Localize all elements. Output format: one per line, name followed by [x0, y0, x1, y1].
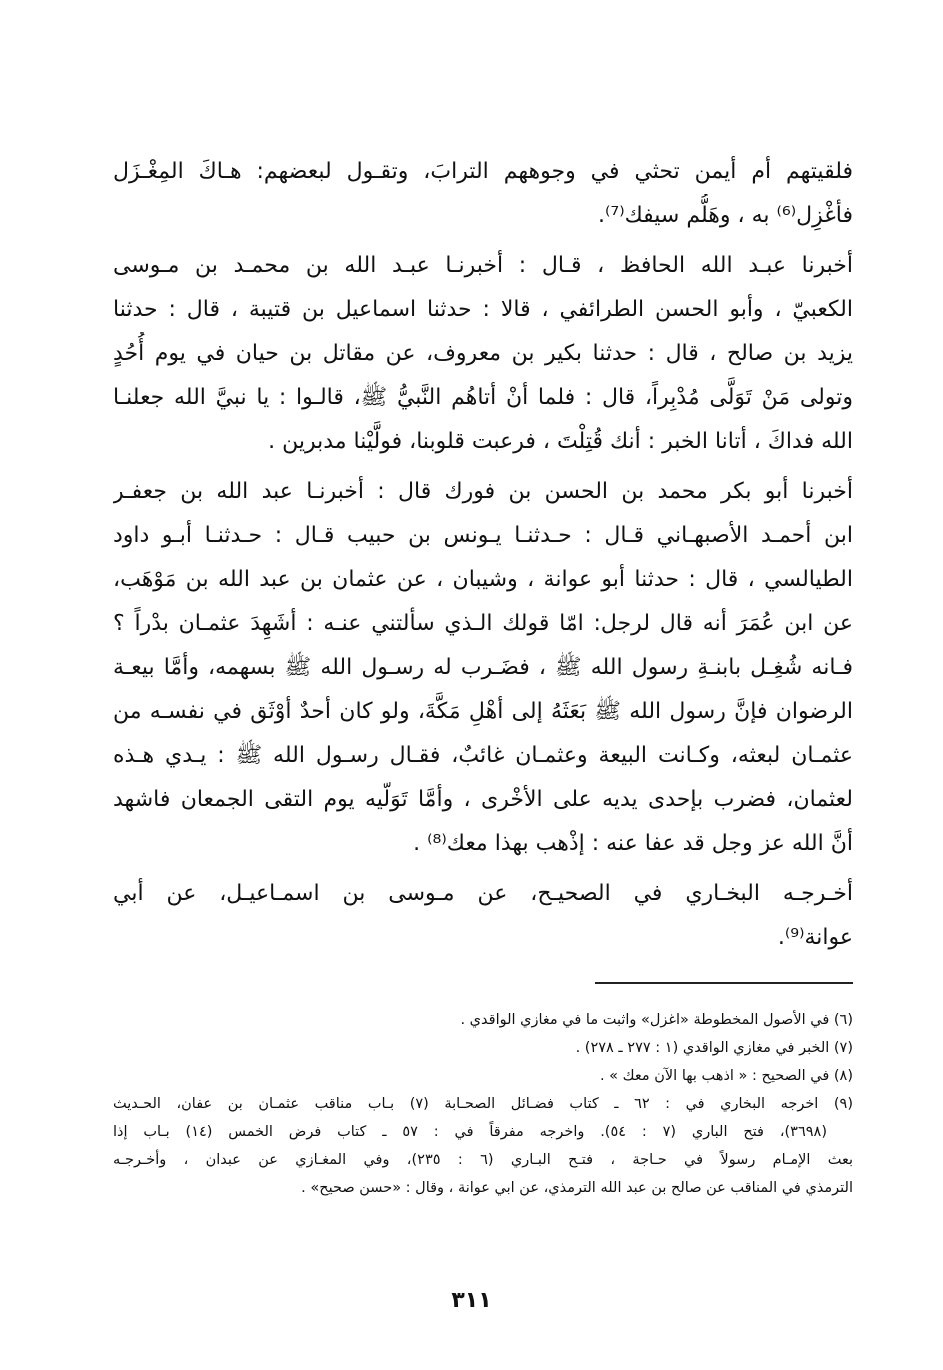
- footnotes: [113, 1006, 853, 1202]
- text-line: فأغْزِل⁽⁶⁾ به ، وهَلُّم سيفك⁽⁷⁾.: [597, 203, 853, 228]
- footnote-line: (٨) في الصحيح : « اذهب بها الآن معك » .: [599, 1068, 853, 1084]
- footnote-line: الترمذي في المناقب عن صالح بن عبد الله الترمذي، عن ابي عوانة ، وقال : «حسن صحيح» .: [301, 1180, 853, 1196]
- footnote-6: [113, 1006, 853, 1034]
- text-line: الطيالسي ، قال : حدثنا أبو عوانة ، وشيبان ، عن عثمان بن عبد الله بن مَوْهَب،: [113, 567, 853, 592]
- paragraph-1: [113, 150, 853, 238]
- text-line: الله فداكَ ، أتانا الخبر : أنك قُتِلْتَ ، فرعبت قلوبنا، فولَّيْنا مدبرين .: [268, 429, 853, 454]
- text-line: عثمـان لبعثه، وكـانت البيعة وعثمـان غائبٌ، فقـال رسـول الله ﷺ : يـدي هـذه: [113, 743, 853, 768]
- text-line: أخـرجـه البخـاري في الصحيـح، عن مـوسى بن اسمـاعيـل، عن أبي: [113, 881, 853, 906]
- text-line: فلقيتهم أم أيمن تحثي في وجوههم الترابَ، وتقـول لبعضهم: هـاكَ المِغْـزَل: [113, 159, 853, 184]
- footnote-line: (٧) الخبر في مغازي الواقدي (١ : ٢٧٧ ـ ٢٧٨) .: [575, 1040, 853, 1056]
- footnote-line: (٣٦٩٨)، فتح الباري (٧ : ٥٤). واخرجه مفرقاً في : ٥٧ ـ كتاب فرض الخمس (١٤) بـاب إذا: [113, 1124, 827, 1140]
- page-number: ٣١١: [451, 1288, 492, 1313]
- text-line: عوانة⁽⁹⁾.: [777, 925, 853, 950]
- footnote-line: بعث الإمـام رسولاً في حـاجة ، فتـح البـاري (٦ : ٢٣٥)، وفي المغـازي عن عبدان ، وأخـرجـه: [113, 1152, 853, 1168]
- footnote-line: (٩) اخرجه البخاري في : ٦٢ ـ كتاب فضـائل الصحـابة (٧) بـاب مناقب عثمـان بن عفان، الحـديث: [113, 1096, 853, 1112]
- footnote-7: [113, 1034, 853, 1062]
- text-line: وتولى مَنْ تَوَلَّى مُدْبِراً، قال : فلما أنْ أتاهُم النَّبيُّ ﷺ، قالـوا : يا نبيَّ الله جعلنـا: [113, 385, 853, 410]
- text-line: فـانه شُغِـل بابنـةِ رسول الله ﷺ ، فضَـرب له رسـول الله ﷺ بسهمه، وأمَّا بيعـة: [113, 655, 853, 680]
- paragraph-2: [113, 244, 853, 464]
- text-line: أنَّ الله عز وجل قد عفا عنه : إذْهب بهذا معك⁽⁸⁾ .: [413, 831, 853, 856]
- text-line: يزيد بن صالح ، قال : حدثنا بكير بن معروف، عن مقاتل بن حيان في يوم أُحُدٍ: [113, 341, 853, 366]
- text-line: ابن أحمـد الأصبهـاني قـال : حـدثنـا يـونس بن حبيب قـال : حـدثنـا أبـو داود: [113, 523, 853, 548]
- text-line: الرضوان فإنَّ رسول الله ﷺ بَعَثَهُ إلى أهْلِ مَكَّةَ، ولو كان أحدٌ أوْثَق في نفسـه من: [113, 699, 853, 724]
- text-line: عن ابن عُمَرَ أنه قال لرجل: امّا قولك الـذي سألتني عنـه : أشَهِدَ عثمـان بدْراً ؟: [113, 611, 853, 636]
- footnote-line: (٦) في الأصول المخطوطة «اغزل» واثبت ما في مغازي الواقدي .: [460, 1012, 853, 1028]
- text-line: لعثمان، فضرب بإحدى يديه على الأخْرى ، وأمَّا تَوَلّيه يوم التقى الجمعان فاشهد: [113, 787, 853, 812]
- footnote-9: [113, 1090, 853, 1202]
- main-text: [113, 150, 853, 966]
- paragraph-4: [113, 872, 853, 960]
- footnote-8: [113, 1062, 853, 1090]
- text-line: أخبرنا عبـد الله الحافظ ، قـال : أخبرنـا عبـد الله بن محمـد بن مـوسى: [113, 253, 853, 278]
- text-line: الكعبيّ ، وأبو الحسن الطرائفي ، قالا : حدثنا اسماعيل بن قتيبة ، قال : حدثنا: [113, 297, 853, 322]
- footnote-separator: [595, 982, 853, 984]
- paragraph-3: [113, 470, 853, 866]
- text-line: أخبرنا أبو بكر محمد بن الحسن بن فورك قال : أخبرنـا عبد الله بن جعفـر: [113, 479, 853, 504]
